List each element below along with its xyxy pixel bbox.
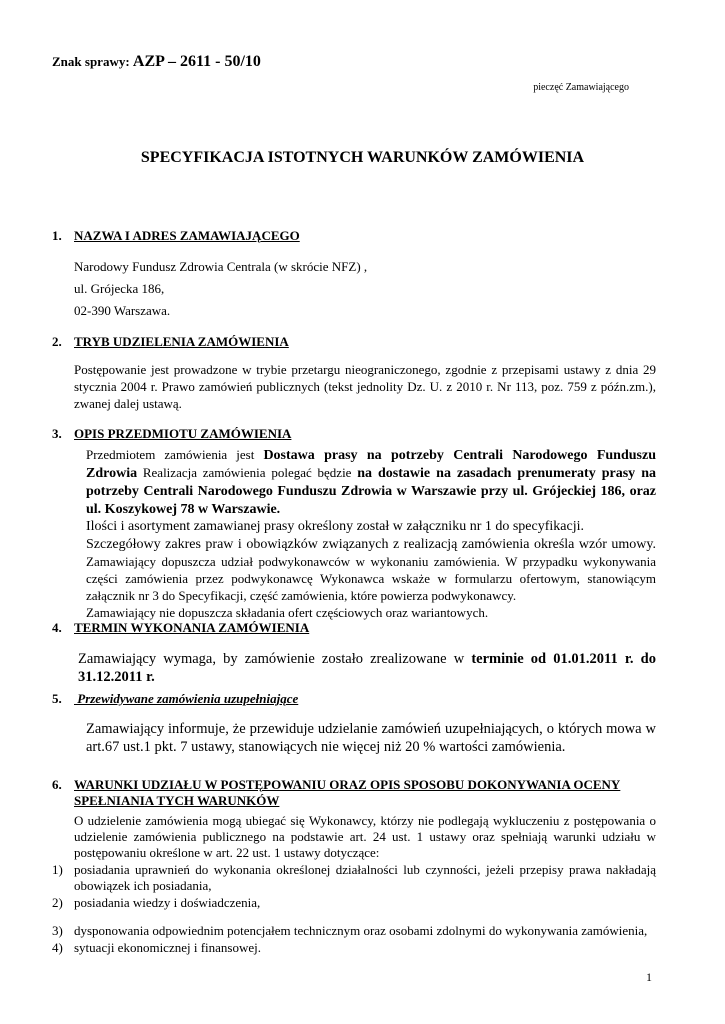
stamp-caption: pieczęć Zamawiającego <box>533 82 629 93</box>
list-item-text: posiadania wiedzy i doświadczenia, <box>74 895 261 910</box>
section-title: TERMIN WYKONANIA ZAMÓWIENIA <box>74 620 310 635</box>
section-number: 2. <box>52 334 62 349</box>
conditions-list <box>52 862 656 956</box>
section-1-heading <box>52 228 300 244</box>
subject-delivery: na dostawie na zasadach prenumeraty prasy na potrzeby Centrali Narodowego Funduszu Zdrowia w Warszawie przy ul. Grójeckiej 186, oraz ul. Koszykowej 78 w Warszawie. <box>86 466 656 517</box>
section-number: 1. <box>52 228 62 243</box>
quantity-paragraph: Ilości i asortyment zamawianej prasy określony został w załączniku nr 1 do specyfikacji. <box>86 519 584 534</box>
section-number: 5. <box>52 691 62 706</box>
section-3-text <box>86 446 656 621</box>
case-number-value: AZP – 2611 - 50/10 <box>132 53 261 70</box>
list-item-text: posiadania uprawnień do wykonania określonej działalności lub czynności, jeżeli przepisy prawa nakładają obowiązek ich posiadania, <box>74 862 656 893</box>
partial-offers-paragraph: Zamawiający nie dopuszcza składania ofert częściowych oraz wariantowych. <box>86 605 489 620</box>
section-5-heading <box>52 691 298 707</box>
list-marker: 3) <box>52 923 63 938</box>
list-item <box>52 895 656 911</box>
list-item-text: sytuacji ekonomicznej i finansowej. <box>74 940 262 955</box>
section-title: NAZWA I ADRES ZAMAWIAJĄCEGO <box>74 228 300 243</box>
deadline-dates: terminie od 01.01.2011 r. do 31.12.2011 r. <box>78 651 656 685</box>
obligations-paragraph <box>86 535 656 604</box>
address-line: ul. Grójecka 186, <box>74 281 165 296</box>
section-title: OPIS PRZEDMIOTU ZAMÓWIENIA <box>74 426 292 441</box>
subject-title: Dostawa prasy na potrzeby Centrali Narodowego Funduszu Zdrowia <box>86 448 656 481</box>
list-item <box>52 923 656 939</box>
section-2-text: Postępowanie jest prowadzone w trybie przetargu nieograniczonego, zgodnie z przepisami ustawy z dnia 29 stycznia 2004 r. Prawo zamówień publicznych (tekst jednolity Dz. U. z 2010 r. Nr 113, poz. 759 z późn.zm.), zwanej dalej ustawą. <box>74 362 656 411</box>
section-title: Przewidywane zamówienia uzupełniające <box>74 691 299 706</box>
section-title-continued: SPEŁNIANIA TYCH WARUNKÓW <box>74 793 280 808</box>
list-item-text: dysponowania odpowiednim potencjałem technicznym oraz osobami zdolnymi do wykonywania zamówienia, <box>74 923 648 938</box>
list-item <box>52 862 656 894</box>
section-title: WARUNKI UDZIAŁU W POSTĘPOWANIU ORAZ OPIS SPOSOBU DOKONYWANIA OCENY <box>74 777 621 792</box>
obligations-text: Szczegółowy zakres praw i obowiązków związanych z realizacją zamówienia określa wzór umowy. <box>86 537 656 552</box>
address-line: Narodowy Fundusz Zdrowia Centrala (w skrócie NFZ) , <box>74 259 368 274</box>
document-title: SPECYFIKACJA ISTOTNYCH WARUNKÓW ZAMÓWIENIA <box>140 149 585 166</box>
list-marker: 2) <box>52 895 63 910</box>
list-item <box>52 940 656 956</box>
section-number: 4. <box>52 620 62 635</box>
list-marker: 4) <box>52 940 63 955</box>
list-marker: 1) <box>52 862 63 877</box>
section-4-text <box>78 650 656 686</box>
case-label: Znak sprawy: <box>52 54 130 69</box>
case-number <box>52 53 261 71</box>
section-3-heading <box>52 426 291 442</box>
section-6-heading <box>52 777 656 809</box>
section-2-heading <box>52 334 289 350</box>
section-6-text: O udzielenie zamówienia mogą ubiegać się Wykonawcy, którzy nie podlegają wykluczeniu z postępowania o udzielenie zamówienia publicznego na podstawie art. 24 ust. 1 ustawy oraz spełniają warunki udziału w postępowaniu określone w art. 22 ust. 1 ustawy dotyczące: <box>74 813 656 860</box>
subject-text: Realizacja zamówienia polegać będzie <box>137 465 358 480</box>
section-4-heading <box>52 620 309 636</box>
section-number: 6. <box>52 777 62 792</box>
section-5-text: Zamawiający informuje, że przewiduje udzielanie zamówień uzupełniających, o których mowa w art.67 ust.1 pkt. 7 ustawy, stanowiących nie więcej niż 20 % wartości zamówienia. <box>86 721 656 755</box>
section-title: TRYB UDZIELENIA ZAMÓWIENIA <box>74 334 289 349</box>
subcontractor-text: Zamawiający dopuszcza udział podwykonawców w wykonaniu zamówienia. W przypadku wykonywania części zamówienia przez podwykonawcę Wykonawca wskaże w formularzu ofertowym, stanowiącym załącznik nr 3 do Specyfikacji, część zamówienia, które powierza podwykonawcy. <box>86 554 656 603</box>
subject-intro: Przedmiotem zamówienia jest <box>86 447 264 462</box>
address-line: 02-390 Warszawa. <box>74 303 171 318</box>
section-number: 3. <box>52 426 62 441</box>
page-number: 1 <box>646 970 652 984</box>
subject-paragraph <box>86 446 656 518</box>
deadline-text: Zamawiający wymaga, by zamówienie zostało zrealizowane w <box>78 651 472 667</box>
